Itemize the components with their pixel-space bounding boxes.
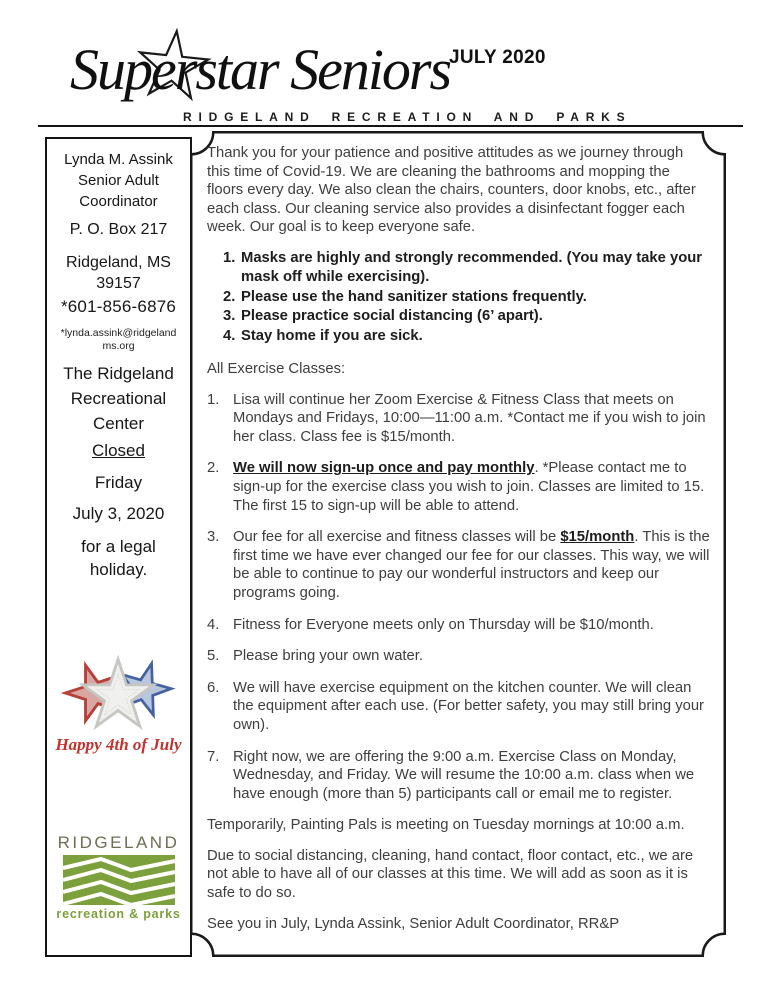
white-star-icon	[83, 659, 154, 726]
list-number: 5.	[207, 648, 220, 665]
newsletter-subtitle: RIDGELAND RECREATION AND PARKS	[183, 110, 632, 124]
coordinator-role-line1: Senior Adult	[78, 172, 159, 189]
class-item-text: We will have exercise equipment on the kitchen counter. We will clean the equipment after each use. (For better safety, you may still bring your own).	[233, 679, 704, 733]
coordinator-role-line2: Coordinator	[79, 193, 158, 210]
class-list-item	[207, 391, 710, 447]
po-box: P. O. Box 217	[69, 221, 168, 238]
class-item-text	[233, 528, 710, 602]
emphasized-text: $15/month	[560, 529, 635, 546]
list-number: 4.	[223, 327, 236, 344]
closure-facility-line3: Center	[92, 414, 145, 433]
logo-art	[47, 855, 190, 910]
rules-list-item	[223, 249, 710, 288]
list-number: 4.	[207, 616, 220, 633]
rule-text: Please use the hand sanitizer stations frequently.	[241, 288, 587, 305]
rule-text: Stay home if you are sick.	[241, 327, 423, 344]
closure-facility	[47, 361, 190, 436]
list-number: 2.	[207, 460, 220, 477]
class-item-text: Fitness for Everyone meets only on Thursday will be $10/month.	[233, 616, 654, 633]
closure-reason-line1: for a legal	[81, 537, 156, 556]
rules-list-item	[223, 288, 710, 307]
header-divider	[38, 125, 743, 127]
class-item-text	[233, 459, 710, 515]
stars-icon	[48, 651, 189, 735]
list-number: 1.	[223, 249, 236, 266]
list-number: 2.	[223, 288, 236, 305]
painting-pals-note: Temporarily, Painting Pals is meeting on Tuesday mornings at 10:00 a.m.	[207, 817, 685, 834]
rules-list-item	[223, 327, 710, 346]
newsletter-body	[207, 144, 710, 949]
rule-text: Please practice social distancing (6’ apart).	[241, 308, 543, 325]
class-item-text: Right now, we are offering the 9:00 a.m. Exercise Class on Monday, Wednesday, and Friday. We will resume the 10:00 a.m. class when we have enough (more than 5) participants call or email me to register.	[233, 748, 695, 802]
class-item-rest: . *Please contact me to sign-up for the exercise class you wish to join. Classes are limited to 15. The first 15 to sign-up will be able to attend.	[233, 460, 705, 514]
signoff: See you in July, Lynda Assink, Senior Adult Coordinator, RR&P	[207, 915, 620, 932]
issue-date: JULY 2020	[449, 47, 546, 68]
newsletter-title: Superstar Seniors	[70, 37, 451, 102]
list-number: 1.	[207, 391, 220, 408]
holiday-caption: Happy 4th of July	[55, 735, 182, 754]
logo-waves-icon	[62, 855, 176, 905]
closure-facility-line1: The Ridgeland	[63, 364, 174, 383]
class-list-item	[207, 647, 710, 666]
rule-text: Masks are highly and strongly recommended. (You may take your mask off while exercising).	[241, 249, 703, 286]
list-number: 6.	[207, 679, 220, 696]
class-item-rest: . This is the first time we have ever changed our fee for our classes. This way, we will be able to continue to pay our wonderful instructors and keep our programs going.	[233, 529, 710, 601]
city-state: Ridgeland, MS	[66, 254, 171, 271]
coordinator-contact	[47, 149, 190, 212]
closure-reason	[47, 535, 190, 581]
closure-facility-line2: Recreational	[70, 389, 167, 408]
closure-date: July 3, 2020	[72, 504, 165, 523]
city-state-zip	[47, 252, 190, 294]
list-number: 7.	[207, 748, 220, 765]
logo-wordmark: RIDGELAND	[57, 833, 180, 852]
safety-rules-list	[207, 249, 710, 346]
class-item-text: Lisa will continue her Zoom Exercise & Fitness Class that meets on Mondays and Fridays, 10:00—11:00 a.m. *Contact me if you wish to join her class. Class fee is $15/month.	[233, 391, 706, 445]
intro-paragraph: Thank you for your patience and positive attitudes as we journey through this time of Covid-19. We are cleaning the bathrooms and mopping the floors every day. We also clean the chairs, counters, door knobs, etc., after each class. Our cleaning service also provides a disinfectant fogger each week. Our goal is to keep everyone safe.	[207, 145, 696, 236]
classes-heading: All Exercise Classes:	[207, 361, 346, 377]
class-list-item	[207, 679, 710, 735]
email-address: *lynda.assink@ridgelandms.org	[60, 327, 177, 352]
class-list-item	[207, 748, 710, 804]
rules-list-item	[223, 307, 710, 326]
emphasized-text: We will now sign-up once and pay monthly	[233, 460, 535, 477]
logo-tagline: recreation & parks	[56, 907, 181, 921]
closure-reason-line2: holiday.	[89, 560, 148, 579]
class-list-item	[207, 459, 710, 515]
coordinator-name: Lynda M. Assink	[64, 151, 173, 168]
closure-day: Friday	[94, 473, 143, 492]
class-list-item	[207, 528, 710, 602]
main-content-box	[190, 131, 726, 957]
class-item-text: Please bring your own water.	[233, 648, 423, 665]
distancing-note: Due to social distancing, cleaning, hand contact, floor contact, etc., we are not able to have all of our classes at this time. We will add as soon as it is safe to do so.	[207, 847, 694, 902]
list-number: 3.	[223, 308, 236, 325]
sidebar-info-box	[45, 137, 192, 957]
class-item-pre: Our fee for all exercise and fitness classes will be	[233, 529, 561, 546]
patriotic-stars-graphic	[47, 651, 190, 740]
phone-number: *601-856-6876	[60, 297, 177, 316]
zip-code: 39157	[96, 275, 141, 292]
class-list-item	[207, 616, 710, 635]
closed-label: Closed	[92, 441, 145, 460]
list-number: 3.	[207, 529, 220, 546]
